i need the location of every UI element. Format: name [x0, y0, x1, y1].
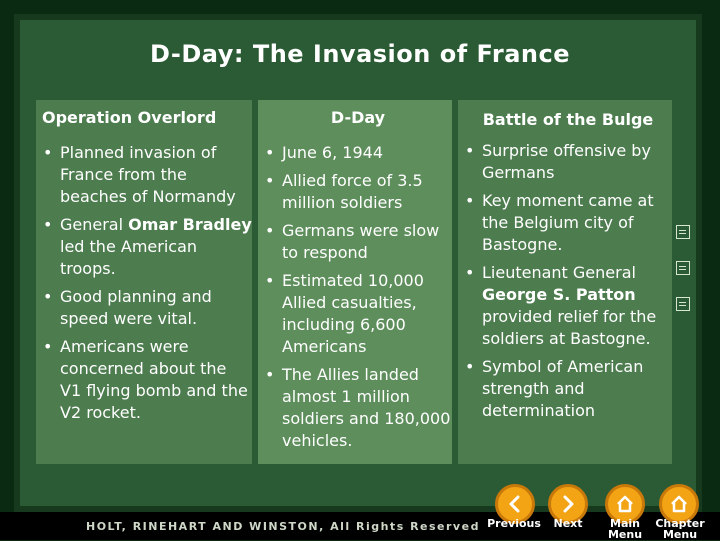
main-menu-label[interactable]: Main Menu: [607, 517, 643, 541]
bullet: •: [265, 143, 275, 162]
chapter-menu-label[interactable]: Chapter Menu: [655, 517, 705, 541]
list-item: • Germans were slow to respond: [265, 221, 440, 262]
list-item: • Key moment came at the Belgium city of Bastogne.: [465, 191, 654, 254]
column-heading: Operation Overlord: [42, 108, 217, 127]
home-icon: [669, 494, 689, 514]
bullet: •: [265, 221, 275, 240]
previous-label[interactable]: Previous: [487, 517, 541, 530]
copyright-text: HOLT, RINEHART AND WINSTON, All Rights Reserved: [86, 520, 480, 533]
list-item: • Planned invasion of France from the beaches of Normandy: [43, 143, 236, 206]
bullet: •: [43, 337, 53, 356]
note-icon[interactable]: [676, 225, 690, 239]
bullet: •: [465, 141, 475, 160]
bullet: •: [265, 171, 275, 190]
bullet: •: [465, 191, 475, 210]
list-item: • Good planning and speed were vital.: [43, 287, 212, 328]
column-d-day: [258, 100, 452, 464]
list-item: • The Allies landed almost 1 million soldiers and 180,000 vehicles.: [265, 365, 451, 450]
home-icon: [615, 494, 635, 514]
side-icons: [676, 225, 692, 333]
list-item: • Surprise offensive by Germans: [465, 141, 651, 182]
list-item: • Symbol of American strength and determination: [465, 357, 644, 420]
bullet: •: [465, 263, 475, 282]
arrow-right-icon: [558, 494, 578, 514]
name-highlight: George S. Patton: [482, 285, 636, 304]
column-heading: Battle of the Bulge: [482, 110, 654, 129]
bullet: •: [43, 143, 53, 162]
list-item: • Lieutenant General George S. Patton provided relief for the soldiers at Bastogne.: [465, 263, 657, 348]
bullet: •: [265, 365, 275, 384]
list-item: • Estimated 10,000 Allied casualties, including 6,600 Americans: [265, 271, 424, 356]
column-heading: D-Day: [330, 108, 386, 127]
note-icon[interactable]: [676, 261, 690, 275]
bullet: •: [43, 287, 53, 306]
list-item: • Allied force of 3.5 million soldiers: [265, 171, 423, 212]
list-item: • June 6, 1944: [265, 143, 383, 162]
bullet: •: [265, 271, 275, 290]
next-label[interactable]: Next: [553, 517, 583, 530]
bullet: •: [465, 357, 475, 376]
name-highlight: Omar Bradley: [128, 215, 252, 234]
column-battle-of-the-bulge: [458, 100, 672, 464]
list-item: • Americans were concerned about the V1 flying bomb and the V2 rocket.: [43, 337, 248, 422]
arrow-left-icon: [505, 494, 525, 514]
list-item: • General Omar Bradley led the American troops.: [43, 215, 252, 278]
slide-title: D-Day: The Invasion of France: [150, 40, 570, 68]
bullet: •: [43, 215, 53, 234]
note-icon[interactable]: [676, 297, 690, 311]
column-operation-overlord: [36, 100, 252, 464]
